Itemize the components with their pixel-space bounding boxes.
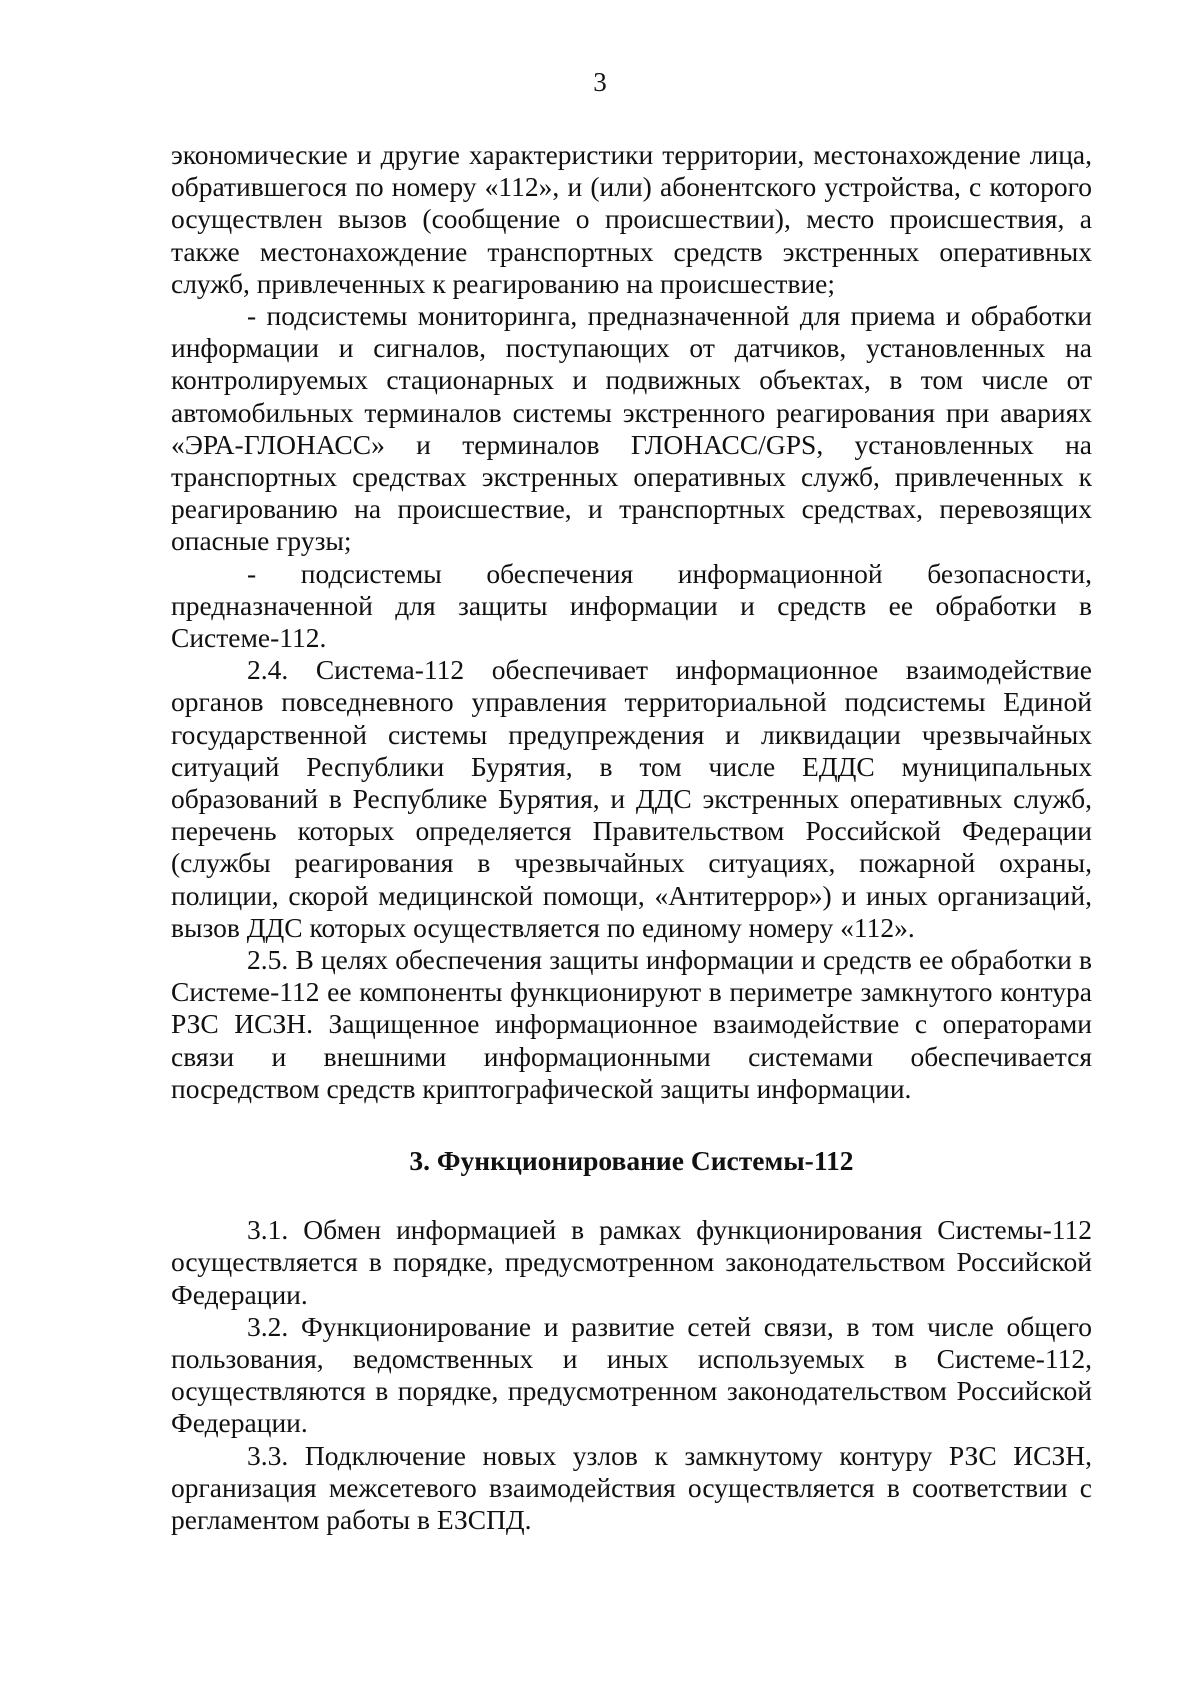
paragraph-monitoring-subsystem: - подсистемы мониторинга, предназначенной для приема и обработки информации и сигналов, поступающих от датчиков, установленных на контролируемых стационарных и подвижных объектах, в том числе от автомобильных терминалов системы экстренного реагирования при авариях «ЭРА-ГЛОНАСС» и терминалов ГЛОНАСС/GPS, установленных на транспортных средствах экстренных оперативных служб, привлеченных к реагированию на происшествие, и транспортных средствах, перевозящих опасные грузы; — [171, 300, 1092, 557]
paragraph-2-5: 2.5. В целях обеспечения защиты информации и средств ее обработки в Системе-112 ее компоненты функционируют в периметре замкнутого контура РЗС ИСЗН. Защищенное информационное взаимодействие с операторами связи и внешними информационными системами обеспечивается посредством средств криптографической защиты информации. — [171, 944, 1092, 1104]
paragraph-3-3: 3.3. Подключение новых узлов к замкнутому контуру РЗС ИСЗН, организация межсетевого взаимодействия осуществляется в соответствии с регламентом работы в ЕЗСПД. — [171, 1439, 1092, 1535]
paragraph-2-4: 2.4. Система-112 обеспечивает информационное взаимодействие органов повседневного управления территориальной подсистемы Единой государственной системы предупреждения и ликвидации чрезвычайных ситуаций Республики Бурятия, в том числе ЕДДС муниципальных образований в Республике Бурятия, и ДДС экстренных оперативных служб, перечень которых определяется Правительством Российской Федерации (службы реагирования в чрезвычайных ситуациях, пожарной охраны, полиции, скорой медицинской помощи, «Антитеррор») и иных организаций, вызов ДДС которых осуществляется по единому номеру «112». — [171, 654, 1092, 943]
document-body — [171, 139, 1092, 1536]
paragraph-security-subsystem: - подсистемы обеспечения информационной безопасности, предназначенной для защиты информации и средств ее обработки в Системе-112. — [171, 557, 1092, 654]
section-heading: 3. Функционирование Системы-112 — [409, 1145, 854, 1177]
paragraph-3-2: 3.2. Функционирование и развитие сетей связи, в том числе общего пользования, ведомственных и иных используемых в Системе-112, осуществляются в порядке, предусмотренном законодательством Российской Федерации. — [171, 1310, 1092, 1439]
page-number: 3 — [593, 67, 607, 97]
paragraph-continuation: экономические и другие характеристики территории, местонахождение лица, обратившегося по номеру «112», и (или) абонентского устройства, с которого осуществлен вызов (сообщение о происшествии), место происшествия, а также местонахождение транспортных средств экстренных оперативных служб, привлеченных к реагированию на происшествие; — [171, 139, 1092, 299]
paragraph-3-1: 3.1. Обмен информацией в рамках функционирования Системы-112 осуществляется в порядке, предусмотренном законодательством Российской Федерации. — [171, 1214, 1092, 1310]
